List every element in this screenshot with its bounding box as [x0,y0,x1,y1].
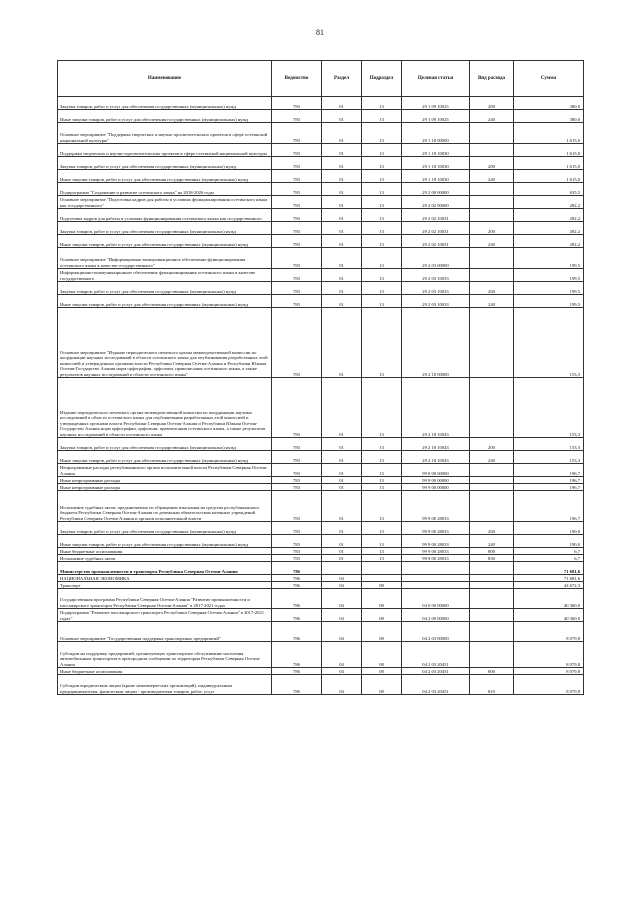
table-cell-kind [470,609,514,622]
table-cell-target: 99 9 00 28033 [402,491,470,522]
table-cell-sum: 1 615,0 [514,144,584,157]
table-cell-dept: 783 [272,157,322,170]
header-name: Наименование [58,61,272,97]
table-cell-sub: 13 [362,269,402,282]
table-cell-dept: 786 [272,582,322,589]
table-cell-kind [470,196,514,209]
table-cell-name: Иные непрограммные расходы [58,477,272,484]
table-cell-target [402,575,470,582]
header-sum: Сумма [514,61,584,97]
table-row [58,209,584,222]
budget-table [57,60,584,695]
table-cell-sum: 190,0 [514,522,584,535]
table-cell-sec: 04 [322,622,362,642]
table-cell-sec: 01 [322,110,362,123]
table-cell-sum: 1 615,0 [514,123,584,144]
table-row [58,222,584,235]
table-cell-target: 29 1 18 10030 [402,170,470,183]
table-cell-name: Основное мероприятие "Издание периодического печатного органа межведомственной комиссии по координации научных исследований в области осетинского языка для опубликования разработанных этой комиссией и утвержденных органами власти Республики Северная Осетия-Алания и Республики Южная Осетия-Государство Алания норм орфографии, орфоэпии, правописания осетинского языка, а также результатов научных исследований в области осетинского языка" [58,308,272,378]
table-row [58,555,584,562]
table-cell-dept: 783 [272,170,322,183]
table-cell-sec: 01 [322,477,362,484]
table-cell-target: 04 2 00 00000 [402,609,470,622]
table-cell-name: НАЦИОНАЛЬНАЯ ЭКОНОМИКА [58,575,272,582]
table-row [58,464,584,477]
table-cell-target: 29 2 02 10031 [402,222,470,235]
table-row [58,562,584,575]
table-cell-kind: 830 [470,555,514,562]
table-cell-dept: 783 [272,438,322,451]
table-header-row [58,61,584,97]
table-cell-sum: 8 079,8 [514,622,584,642]
table-cell-sec: 01 [322,451,362,464]
table-cell-sub: 13 [362,144,402,157]
table-row [58,589,584,609]
table-cell-kind [470,183,514,196]
table-cell-sub: 13 [362,170,402,183]
table-cell-dept: 783 [272,451,322,464]
table-cell-sec: 01 [322,491,362,522]
table-cell-target: 29 2 18 00000 [402,308,470,378]
table-cell-name: Подпрограмма "Сохранение и развитие осетинского языка" на 2018-2026 годы [58,183,272,196]
table-cell-target: 29 1 18 10030 [402,157,470,170]
table-cell-name: Иные закупки товаров, работ и услуг для обеспечения государственных (муниципальных) нужд [58,451,272,464]
table-cell-sub [362,575,402,582]
table-cell-dept: 783 [272,222,322,235]
table-cell-target: 99 0 00 00000 [402,464,470,477]
table-cell-dept: 786 [272,575,322,582]
table-row [58,295,584,308]
table-cell-name: Непрограммные расходы республиканского органа исполнительной власти Республики Северная Осетия-Алания [58,464,272,477]
table-cell-sec: 01 [322,555,362,562]
table-cell-target: 29 1 18 10030 [402,144,470,157]
table-cell-name: Основное мероприятие "Подготовка кадров для работы в условиях функционирования осетинского языка как государственного" [58,196,272,209]
table-cell-target: 29 2 03 10033 [402,282,470,295]
table-cell-dept: 783 [272,269,322,282]
table-cell-sum: 199,5 [514,295,584,308]
table-cell-target: 04 2 03 20451 [402,675,470,695]
table-cell-target: 29 1 09 10025 [402,97,470,110]
table-cell-kind [470,582,514,589]
table-row [58,477,584,484]
table-cell-kind: 200 [470,438,514,451]
table-cell-sec: 04 [322,668,362,675]
table-cell-sub: 13 [362,97,402,110]
table-cell-sec: 01 [322,535,362,548]
table-cell-kind: 200 [470,157,514,170]
table-cell-kind [470,589,514,609]
table-row [58,438,584,451]
table-row [58,97,584,110]
table-cell-sub: 13 [362,555,402,562]
table-cell-kind [470,562,514,575]
table-cell-target: 04 0 00 00000 [402,589,470,609]
table-cell-sum: 71 681,6 [514,562,584,575]
table-cell-sub: 08 [362,642,402,668]
table-cell-kind: 810 [470,675,514,695]
table-row [58,575,584,582]
table-cell-target: 29 1 18 00000 [402,123,470,144]
table-cell-sec: 04 [322,582,362,589]
table-cell-sum: 196,7 [514,484,584,491]
table-cell-target: 99 9 00 28033 [402,535,470,548]
table-cell-sum: 8 079,8 [514,642,584,668]
table-cell-kind [470,378,514,438]
table-cell-sec: 01 [322,438,362,451]
table-cell-dept: 783 [272,295,322,308]
table-cell-sum: 282,2 [514,209,584,222]
table-row [58,582,584,589]
table-cell-dept: 783 [272,522,322,535]
table-cell-target: 29 2 03 00000 [402,248,470,269]
table-cell-name: Транспорт [58,582,272,589]
table-row [58,170,584,183]
table-cell-sum: 196,7 [514,491,584,522]
table-cell-target: 29 2 03 10033 [402,295,470,308]
table-cell-target: 04 2 03 20451 [402,642,470,668]
table-cell-sec: 04 [322,675,362,695]
table-cell-sec [322,562,362,575]
table-cell-sub: 13 [362,209,402,222]
table-row [58,157,584,170]
table-row [58,668,584,675]
table-cell-dept: 783 [272,464,322,477]
table-cell-sum: 40 360,0 [514,589,584,609]
table-cell-sub: 08 [362,622,402,642]
table-cell-kind [470,464,514,477]
table-cell-sub [362,562,402,575]
table-cell-sub: 13 [362,196,402,209]
table-cell-dept: 783 [272,548,322,555]
table-cell-dept: 786 [272,562,322,575]
table-cell-name: Подпрограмма "Развитие пассажирского транспорта Республики Северная Осетия-Алания" в 2017-2021 годах" [58,609,272,622]
table-cell-kind: 240 [470,235,514,248]
page-number: 81 [316,28,324,37]
table-cell-sec: 01 [322,123,362,144]
table-cell-name: Основное мероприятие "Государственная поддержка транспортных предприятий" [58,622,272,642]
table-cell-sum: 44 672,3 [514,582,584,589]
table-cell-sec: 01 [322,378,362,438]
table-cell-kind [470,123,514,144]
table-cell-kind [470,308,514,378]
table-cell-sub: 13 [362,235,402,248]
table-row [58,235,584,248]
table-cell-sum: 635,5 [514,183,584,196]
table-cell-sum: 8 079,8 [514,675,584,695]
table-cell-target: 29 2 02 10031 [402,235,470,248]
table-row [58,609,584,622]
table-cell-dept: 783 [272,123,322,144]
table-cell-kind [470,269,514,282]
table-cell-name: Иные закупки товаров, работ и услуг для обеспечения государственных (муниципальных) нужд [58,110,272,123]
table-cell-sec: 01 [322,97,362,110]
table-cell-dept: 783 [272,248,322,269]
table-cell-sub: 13 [362,535,402,548]
table-row [58,622,584,642]
table-cell-kind [470,575,514,582]
table-cell-sec: 01 [322,248,362,269]
table-cell-sum: 1 615,0 [514,157,584,170]
table-cell-sub: 13 [362,522,402,535]
table-cell-sec: 01 [322,170,362,183]
table-row [58,642,584,668]
table-cell-name: Иные бюджетные ассигнования [58,548,272,555]
table-row [58,378,584,438]
table-cell-sec: 01 [322,235,362,248]
table-cell-target: 29 2 03 10033 [402,269,470,282]
table-cell-sum: 190,0 [514,535,584,548]
table-cell-sub: 13 [362,548,402,555]
table-cell-sum: 153,3 [514,378,584,438]
table-cell-sub: 13 [362,451,402,464]
table-cell-sec: 01 [322,157,362,170]
header-target: Целевая статья [402,61,470,97]
table-cell-sub: 08 [362,582,402,589]
table-cell-sum: 8 079,8 [514,668,584,675]
table-cell-name: Иные закупки товаров, работ и услуг для обеспечения государственных (муниципальных) нужд [58,535,272,548]
table-cell-sec: 01 [322,484,362,491]
table-cell-sub: 13 [362,110,402,123]
table-cell-sub: 13 [362,222,402,235]
table-cell-dept: 783 [272,282,322,295]
table-cell-dept: 783 [272,209,322,222]
table-cell-sec: 01 [322,522,362,535]
table-cell-kind: 200 [470,97,514,110]
table-cell-sub: 13 [362,438,402,451]
table-cell-target: 29 2 18 10043 [402,378,470,438]
table-cell-dept: 783 [272,535,322,548]
table-cell-kind: 240 [470,535,514,548]
table-cell-sum: 380,0 [514,97,584,110]
table-cell-dept: 783 [272,235,322,248]
table-cell-name: Поддержка творческих и научно-просветительских проектов в сфере осетинской национальной культуры [58,144,272,157]
table-row [58,522,584,535]
table-cell-kind: 240 [470,110,514,123]
table-cell-sec: 04 [322,609,362,622]
header-dept: Ведомство [272,61,322,97]
table-row [58,675,584,695]
table-cell-dept: 783 [272,110,322,123]
table-row [58,282,584,295]
table-cell-sub: 08 [362,609,402,622]
table-cell-name: Министерство промышленности и транспорта Республики Северная Осетия-Алания [58,562,272,575]
table-cell-sum: 199,5 [514,269,584,282]
table-cell-target: 99 9 00 00000 [402,477,470,484]
table-row [58,451,584,464]
table-cell-name: Основное мероприятие "Информационно-коммуникационное обеспечение функционирования осетинского языка в качестве государственного" [58,248,272,269]
table-cell-dept: 786 [272,609,322,622]
table-cell-dept: 783 [272,477,322,484]
table-cell-sum: 199,5 [514,282,584,295]
table-cell-sec: 01 [322,269,362,282]
table-cell-kind: 800 [470,548,514,555]
table-cell-kind: 200 [470,282,514,295]
table-cell-kind [470,144,514,157]
table-cell-dept: 786 [272,668,322,675]
table-cell-target: 04 2 03 00000 [402,622,470,642]
table-cell-name: Субсидии на поддержку предприятий, организующих транспортное обслуживание населения автомобильным транспортом в пригородном сообщении по территории Республики Северная Осетия-Алания [58,642,272,668]
table-cell-name: Закупка товаров, работ и услуг для обеспечения государственных (муниципальных) нужд [58,282,272,295]
table-cell-target: 29 2 02 10031 [402,209,470,222]
table-cell-sum: 196,7 [514,477,584,484]
table-cell-dept: 783 [272,183,322,196]
table-row [58,548,584,555]
header-subsection: Подраздел [362,61,402,97]
table-cell-dept: 783 [272,555,322,562]
table-cell-sub: 13 [362,295,402,308]
table-cell-sec: 01 [322,196,362,209]
table-cell-name: Иные закупки товаров, работ и услуг для обеспечения государственных (муниципальных) нужд [58,170,272,183]
table-cell-target: 29 2 18 10043 [402,438,470,451]
table-cell-dept: 783 [272,491,322,522]
table-cell-sec: 01 [322,282,362,295]
table-cell-target: 04 2 03 20451 [402,668,470,675]
table-cell-sum: 199,5 [514,248,584,269]
table-cell-sec: 01 [322,464,362,477]
table-cell-target: 99 9 00 00000 [402,484,470,491]
table-cell-sum: 153,3 [514,438,584,451]
table-cell-name: Основное мероприятие "Поддержка творческих и научно-просветительских проектов в сфере осетинской национальной культуры" [58,123,272,144]
table-cell-sub: 13 [362,477,402,484]
table-cell-kind: 240 [470,170,514,183]
table-row [58,183,584,196]
table-row [58,144,584,157]
header-section: Раздел [322,61,362,97]
table-cell-sec: 01 [322,209,362,222]
table-cell-kind: 240 [470,451,514,464]
table-cell-sub: 13 [362,464,402,477]
table-cell-sec: 01 [322,144,362,157]
table-cell-kind [470,642,514,668]
table-cell-sub: 08 [362,589,402,609]
table-cell-name: Субсидии юридическим лицам (кроме некоммерческих организаций), индивидуальным предпринимателям, физическим лицам - производителям товаров, работ, услуг [58,675,272,695]
table-cell-sum: 282,2 [514,196,584,209]
table-cell-target [402,582,470,589]
table-cell-target: 29 1 09 10025 [402,110,470,123]
table-cell-dept: 783 [272,97,322,110]
table-cell-kind: 240 [470,295,514,308]
table-cell-target: 99 9 00 28033 [402,548,470,555]
table-cell-sub: 13 [362,183,402,196]
table-cell-name: Иные бюджетные ассигнования [58,668,272,675]
table-cell-dept: 783 [272,196,322,209]
table-cell-name: Иные закупки товаров, работ и услуг для обеспечения государственных (муниципальных) нужд [58,295,272,308]
table-cell-sec: 01 [322,308,362,378]
table-row [58,269,584,282]
table-cell-sum: 196,7 [514,464,584,477]
table-cell-name: Иные закупки товаров, работ и услуг для обеспечения государственных (муниципальных) нужд [58,235,272,248]
table-cell-name: Государственная программа Республики Северная Осетия-Алания "Развитие промышленности и пассажирского транспорта Республики Северная Осетия-Алания" в 2017-2021 годах [58,589,272,609]
table-cell-target: 99 9 00 28033 [402,522,470,535]
table-cell-sum: 6,7 [514,548,584,555]
table-cell-sum: 40 360,0 [514,609,584,622]
table-row [58,248,584,269]
table-cell-sum: 153,3 [514,451,584,464]
table-cell-name: Закупка товаров, работ и услуг для обеспечения государственных (муниципальных) нужд [58,438,272,451]
table-cell-sub: 08 [362,675,402,695]
table-cell-name: Иные непрограммные расходы [58,484,272,491]
table-cell-kind [470,248,514,269]
table-row [58,308,584,378]
header-kind: Вид расхода [470,61,514,97]
table-cell-sub: 13 [362,308,402,378]
table-cell-sub: 13 [362,491,402,522]
table-cell-sub: 13 [362,484,402,491]
table-cell-sum: 1 615,0 [514,170,584,183]
table-cell-name: Закупка товаров, работ и услуг для обеспечения государственных (муниципальных) нужд [58,157,272,170]
table-cell-sec: 01 [322,222,362,235]
table-cell-target: 99 9 00 28033 [402,555,470,562]
table-cell-name: Закупка товаров, работ и услуг для обеспечения государственных (муниципальных) нужд [58,522,272,535]
table-cell-name: Информационно-коммуникационное обеспечение функционирования осетинского языка в качестве государственного [58,269,272,282]
table-cell-sum: 153,3 [514,308,584,378]
table-cell-sec: 04 [322,575,362,582]
table-cell-sub: 08 [362,668,402,675]
table-cell-sec: 04 [322,642,362,668]
table-cell-sec: 01 [322,183,362,196]
table-cell-sec: 04 [322,589,362,609]
table-row [58,484,584,491]
table-cell-kind: 200 [470,222,514,235]
table-cell-dept: 783 [272,144,322,157]
table-cell-sum: 380,0 [514,110,584,123]
table-cell-sub: 13 [362,378,402,438]
table-cell-target [402,562,470,575]
table-row [58,535,584,548]
table-cell-kind [470,477,514,484]
table-cell-sec: 01 [322,295,362,308]
table-cell-kind [470,622,514,642]
table-cell-sum: 71 681,6 [514,575,584,582]
table-cell-dept: 786 [272,622,322,642]
table-cell-name: Издание периодического печатного органа межведомственной комиссии по координации научных исследований в области осетинского языка для опубликования разработанных этой комиссией и утвержденных органами власти Республики Северная Осетия-Алания и Республики Южная Осетия-Государство Алания норм орфографии, орфоэпии, правописания осетинского языка, а также результатов научных исследований в области осетинского языка [58,378,272,438]
table-cell-dept: 783 [272,308,322,378]
table-cell-sub: 13 [362,123,402,144]
table-cell-target: 29 2 18 10043 [402,451,470,464]
table-cell-dept: 786 [272,675,322,695]
table-row [58,196,584,209]
table-cell-dept: 786 [272,589,322,609]
table-row [58,491,584,522]
table-cell-sum: 6,7 [514,555,584,562]
table-cell-name: Подготовка кадров для работы в условиях функционирования осетинского языка как государственного [58,209,272,222]
table-cell-name: Исполнение судебных актов [58,555,272,562]
table-cell-sec: 01 [322,548,362,555]
table-cell-kind: 800 [470,668,514,675]
table-cell-kind [470,209,514,222]
table-cell-dept: 786 [272,642,322,668]
table-cell-kind [470,491,514,522]
table-cell-dept: 783 [272,378,322,438]
table-row [58,123,584,144]
table-cell-name: Закупка товаров, работ и услуг для обеспечения государственных (муниципальных) нужд [58,97,272,110]
table-cell-kind [470,484,514,491]
table-cell-sub: 13 [362,157,402,170]
table-cell-target: 29 2 02 00000 [402,196,470,209]
table-row [58,110,584,123]
table-cell-dept: 783 [272,484,322,491]
table-cell-sum: 282,2 [514,235,584,248]
table-cell-name: Закупка товаров, работ и услуг для обеспечения государственных (муниципальных) нужд [58,222,272,235]
table-cell-sub: 13 [362,282,402,295]
table-cell-sum: 282,2 [514,222,584,235]
table-cell-sub: 13 [362,248,402,269]
table-cell-target: 29 2 00 00000 [402,183,470,196]
table-cell-kind: 200 [470,522,514,535]
table-cell-name: Исполнение судебных актов, предъявляемых по обращению взыскания на средства республиканского бюджета Республики Северная Осетия-Алания по денежным обязательствам казенных учреждений Республики Северная Осетия-Алания и органов исполнительной власти [58,491,272,522]
